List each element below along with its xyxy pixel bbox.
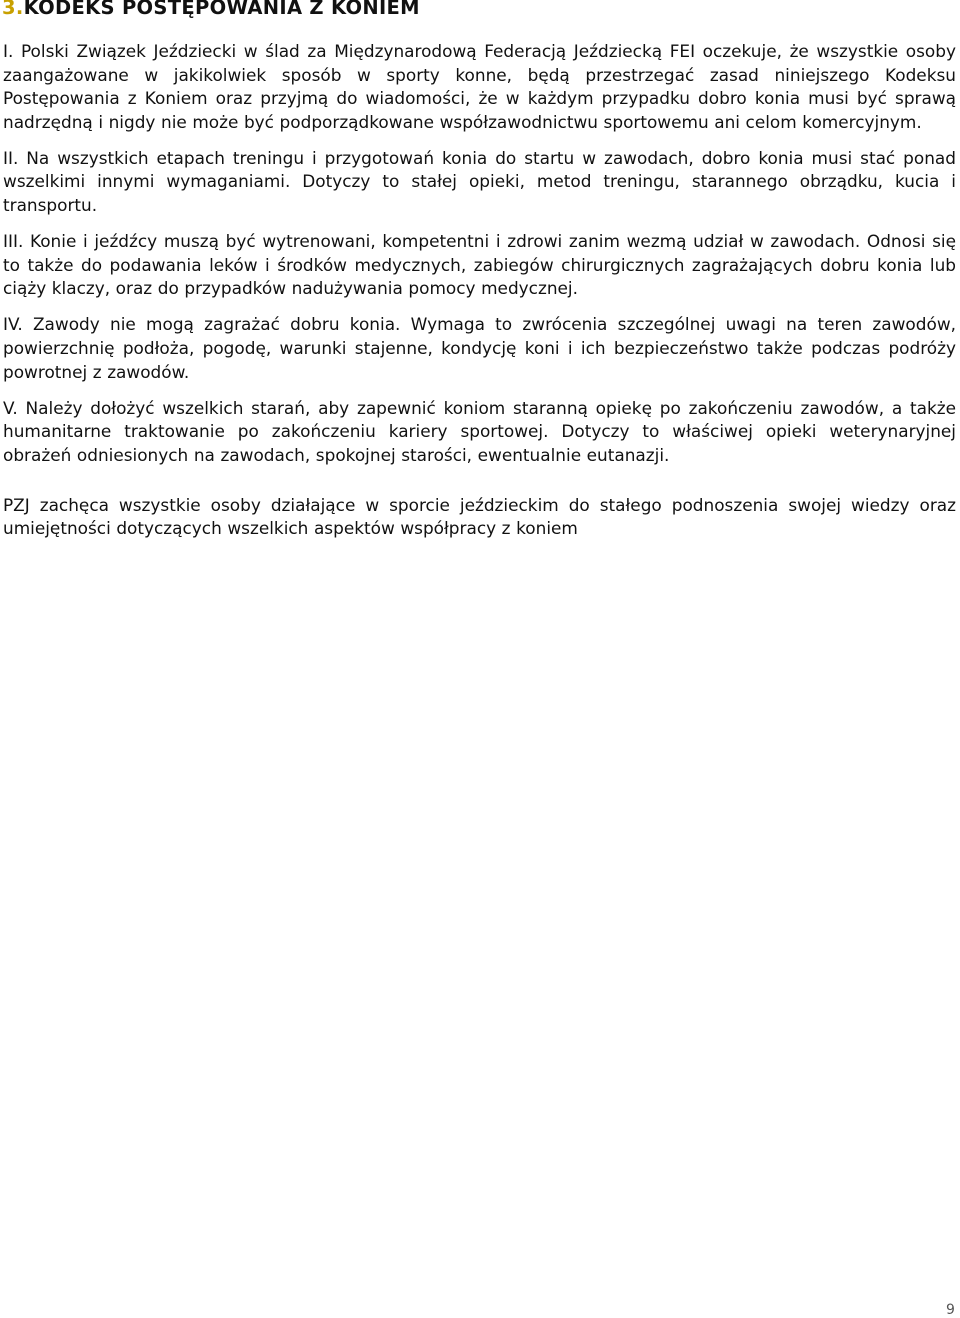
section-heading [2, 0, 420, 20]
section-title: KODEKS POSTĘPOWANIA Z KONIEM [23, 0, 420, 19]
paragraph-5: V. Należy dołożyć wszelkich starań, aby zapewnić koniom staranną opiekę po zakończeniu zawodów, a także humanitarne traktowanie po zakończeniu kariery sportowej. Dotyczy to właściwej opieki weterynaryjnej obrażeń odniesionych na zawodach, spokojnej starości, ewentualnie eutanazji. [3, 397, 956, 465]
paragraph-1: I. Polski Związek Jeździecki w ślad za Międzynarodową Federacją Jeździecką FEI oczekuje, że wszystkie osoby zaangażowane w jakikolwiek sposób w sporty konne, będą przestrzegać zasad niniejszego Kodeksu Postępowania z Koniem oraz przyjmą do wiadomości, że w każdym przypadku dobro konia musi być sprawą nadrzędną i nigdy nie może być podporządkowane współzawodnictwu sportowemu ani celom komercyjnym. [3, 41, 956, 132]
paragraph-2: II. Na wszystkich etapach treningu i przygotowań konia do startu w zawodach, dobro konia musi stać ponad wszelkimi innymi wymaganiami. Dotyczy to stałej opieki, metod treningu, starannego obrządku, kucia i transportu. [3, 147, 956, 216]
document-body [3, 40, 956, 553]
section-number: 3. [2, 0, 24, 19]
page-number: 9 [946, 1302, 955, 1318]
paragraph-3: III. Konie i jeźdźcy muszą być wytrenowani, kompetentni i zdrowi zanim wezmą udział w zawodach. Odnosi się to także do podawania leków i środków medycznych, zabiegów chirurgicznych zagrażających dobru konia lub ciąży klaczy, oraz do przypadków nadużywania pomocy medycznej. [3, 231, 956, 299]
closing-paragraph: PZJ zachęca wszystkie osoby działające w sporcie jeździeckim do stałego podnoszenia swojej wiedzy oraz umiejętności dotyczących wszelkich aspektów współpracy z koniem [3, 494, 956, 539]
paragraph-4: IV. Zawody nie mogą zagrażać dobru konia. Wymaga to zwrócenia szczególnej uwagi na teren zawodów, powierzchnię podłoża, pogodę, warunki stajenne, kondycję koni i ich bezpieczeństwo także podczas podróży powrotnej z zawodów. [3, 314, 956, 382]
